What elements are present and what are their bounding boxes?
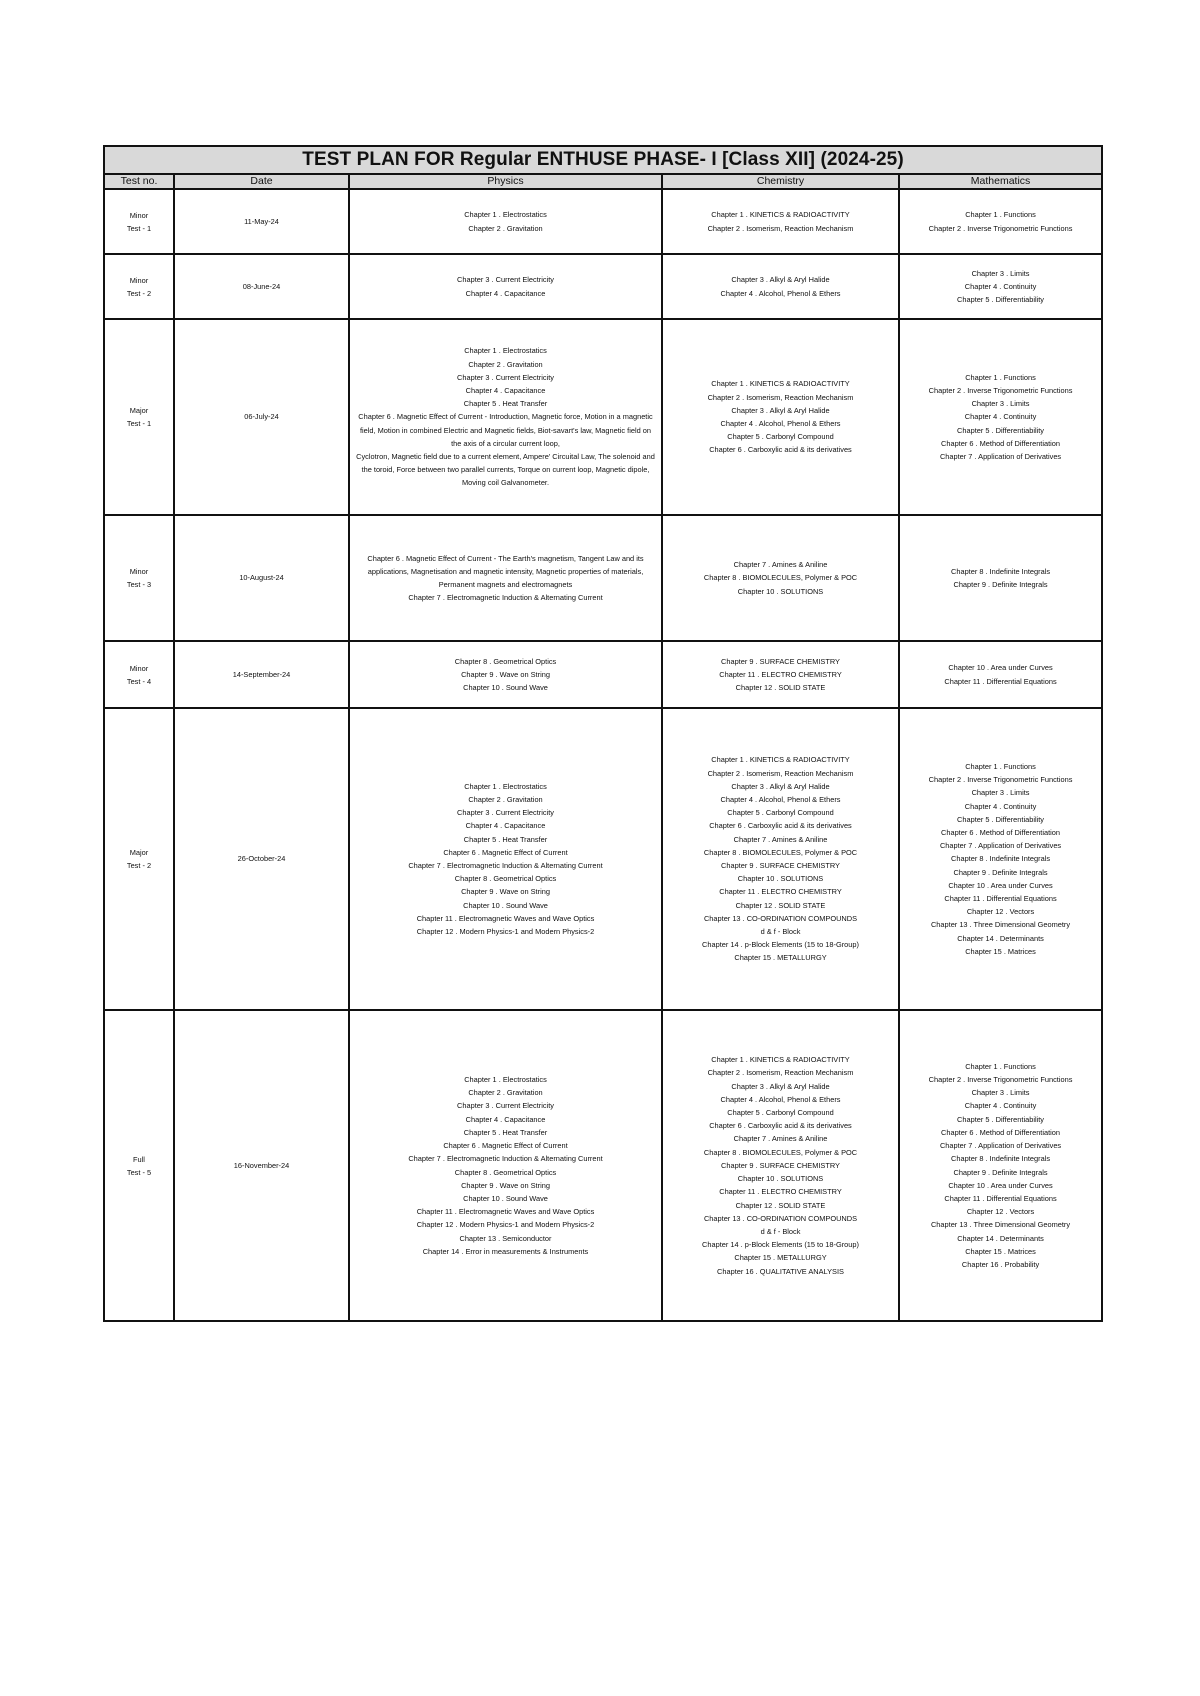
mathematics-cell-line: Chapter 14 . Determinants bbox=[957, 933, 1044, 943]
test-no-cell-line: Full bbox=[133, 1154, 145, 1164]
physics-cell-line: Chapter 7 . Electromagnetic Induction & Alternating Current bbox=[408, 593, 603, 603]
chemistry-cell-line: Chapter 12 . SOLID STATE bbox=[735, 900, 826, 910]
mathematics-cell-line: Chapter 11 . Differential Equations bbox=[944, 1193, 1057, 1203]
table-row bbox=[104, 254, 1102, 319]
physics-cell-line: Chapter 2 . Gravitation bbox=[468, 223, 543, 233]
test-no-cell-line: Test - 2 bbox=[126, 861, 152, 870]
mathematics-cell-line: Chapter 4 . Continuity bbox=[964, 281, 1037, 291]
mathematics-cell-line: Chapter 1 . Functions bbox=[965, 1061, 1036, 1071]
date-cell: 06-July-24 bbox=[174, 319, 349, 515]
mathematics-cell-line: Chapter 7 . Application of Derivatives bbox=[939, 1141, 1062, 1151]
chemistry-cell-line: Chapter 5 . Carbonyl Compound bbox=[727, 808, 834, 818]
physics-cell-line: Chapter 3 . Current Electricity bbox=[457, 1101, 554, 1111]
mathematics-cell-line: Chapter 14 . Determinants bbox=[957, 1233, 1044, 1243]
table-row bbox=[104, 708, 1102, 1010]
physics-cell-line: Chapter 10 . Sound Wave bbox=[463, 1193, 548, 1203]
mathematics-cell-line: Chapter 7 . Application of Derivatives bbox=[939, 452, 1062, 461]
physics-cell-line: Chapter 9 . Wave on String bbox=[461, 669, 550, 679]
physics-cell-line: Chapter 11 . Electromagnetic Waves and Wave Optics bbox=[416, 913, 595, 923]
mathematics-cell-line: Chapter 5 . Differentiability bbox=[957, 425, 1044, 435]
chemistry-cell-line: Chapter 4 . Alcohol, Phenol & Ethers bbox=[720, 794, 841, 804]
mathematics-cell-line: Chapter 3 . Limits bbox=[971, 268, 1030, 278]
column-header-test-no: Test no. bbox=[104, 174, 174, 189]
physics-cell-line: Chapter 1 . Electrostatics bbox=[464, 346, 547, 356]
mathematics-cell-line: Chapter 12 . Vectors bbox=[966, 907, 1035, 917]
chemistry-cell-line: Chapter 4 . Alcohol, Phenol & Ethers bbox=[720, 1094, 841, 1104]
mathematics-cell-line: Chapter 11 . Differential Equations bbox=[944, 676, 1057, 686]
mathematics-cell bbox=[899, 189, 1102, 254]
test-no-cell bbox=[104, 254, 174, 319]
chemistry-cell-line: Chapter 8 . BIOMOLECULES, Polymer & POC bbox=[703, 573, 858, 583]
chemistry-cell-line: Chapter 14 . p-Block Elements (15 to 18-Group) bbox=[702, 940, 859, 950]
mathematics-cell-line: Chapter 11 . Differential Equations bbox=[944, 894, 1057, 903]
physics-cell-line: Chapter 12 . Modern Physics-1 and Modern Physics-2 bbox=[416, 1220, 595, 1230]
table-row bbox=[104, 189, 1102, 254]
chemistry-cell-line: Chapter 2 . Isomerism, Reaction Mechanism bbox=[707, 392, 854, 402]
test-no-cell-line: Test - 1 bbox=[126, 223, 152, 233]
physics-cell-line: Chapter 6 . Magnetic Effect of Current bbox=[443, 847, 568, 857]
physics-cell-line: Chapter 6 . Magnetic Effect of Current - Introduction, Magnetic force, Motion in a magnetic field, Motion in combined Electric and Magnetic fields, Biot-savart's law, Magnetic field on the axis of a circular current loop, bbox=[358, 412, 653, 448]
mathematics-cell-line: Chapter 6 . Method of Differentiation bbox=[941, 1127, 1061, 1137]
chemistry-cell-line: Chapter 1 . KINETICS & RADIOACTIVITY bbox=[711, 755, 850, 765]
physics-cell-line: Chapter 3 . Current Electricity bbox=[457, 808, 554, 818]
chemistry-cell bbox=[662, 708, 899, 1010]
mathematics-cell-line: Chapter 1 . Functions bbox=[965, 372, 1036, 382]
chemistry-cell bbox=[662, 1010, 899, 1321]
mathematics-cell bbox=[899, 515, 1102, 641]
mathematics-cell-line: Chapter 2 . Inverse Trigonometric Functions bbox=[928, 223, 1073, 233]
test-no-cell-line: Minor bbox=[129, 567, 149, 576]
date-cell: 16-November-24 bbox=[174, 1010, 349, 1321]
date-cell: 14-September-24 bbox=[174, 641, 349, 708]
physics-cell-line: Chapter 4 . Capacitance bbox=[465, 288, 546, 298]
column-header-chemistry: Chemistry bbox=[662, 174, 899, 189]
mathematics-cell-line: Chapter 10 . Area under Curves bbox=[948, 663, 1053, 673]
mathematics-cell-line: Chapter 5 . Differentiability bbox=[957, 814, 1044, 824]
chemistry-cell-line: Chapter 6 . Carboxylic acid & its derivatives bbox=[709, 445, 852, 455]
chemistry-cell-line: Chapter 13 . CO-ORDINATION COMPOUNDS bbox=[703, 913, 858, 923]
mathematics-cell-line: Chapter 8 . Indefinite Integrals bbox=[951, 854, 1051, 864]
chemistry-cell-line: Chapter 14 . p-Block Elements (15 to 18-Group) bbox=[702, 1240, 859, 1250]
column-header-mathematics: Mathematics bbox=[899, 174, 1102, 189]
physics-cell-line: Cyclotron, Magnetic field due to a current element, Ampere' Circuital Law, The solenoid and the toroid, Force between two parallel currents, Torque on current loop, Magnetic dipole, Moving coil Galvanometer. bbox=[356, 452, 655, 488]
mathematics-cell-line: Chapter 9 . Definite Integrals bbox=[953, 867, 1048, 877]
mathematics-cell bbox=[899, 708, 1102, 1010]
physics-cell-line: Chapter 10 . Sound Wave bbox=[463, 683, 548, 693]
physics-cell-line: Chapter 8 . Geometrical Optics bbox=[454, 656, 557, 666]
chemistry-cell-line: Chapter 3 . Alkyl & Aryl Halide bbox=[731, 405, 830, 415]
date-cell: 08-June-24 bbox=[174, 254, 349, 319]
test-no-cell bbox=[104, 319, 174, 515]
physics-cell-line: Chapter 4 . Capacitance bbox=[465, 385, 546, 395]
physics-cell-line: Chapter 12 . Modern Physics-1 and Modern Physics-2 bbox=[416, 927, 595, 937]
physics-cell-line: Chapter 9 . Wave on String bbox=[461, 887, 550, 897]
test-no-cell-line: Minor bbox=[129, 663, 149, 673]
physics-cell-line: Chapter 1 . Electrostatics bbox=[464, 1075, 547, 1085]
chemistry-cell-line: Chapter 13 . CO-ORDINATION COMPOUNDS bbox=[703, 1213, 858, 1223]
physics-cell bbox=[349, 1010, 662, 1321]
chemistry-cell-line: Chapter 2 . Isomerism, Reaction Mechanism bbox=[707, 1068, 854, 1078]
chemistry-cell-line: Chapter 12 . SOLID STATE bbox=[735, 683, 826, 693]
chemistry-cell bbox=[662, 189, 899, 254]
test-plan-table bbox=[103, 145, 1103, 1322]
chemistry-cell-line: Chapter 11 . ELECTRO CHEMISTRY bbox=[719, 669, 842, 679]
chemistry-cell-line: Chapter 1 . KINETICS & RADIOACTIVITY bbox=[711, 1055, 850, 1065]
chemistry-cell-line: Chapter 15 . METALLURGY bbox=[734, 953, 827, 963]
table-row bbox=[104, 1010, 1102, 1321]
chemistry-cell bbox=[662, 319, 899, 515]
physics-cell-line: Chapter 1 . Electrostatics bbox=[464, 781, 547, 791]
chemistry-cell-line: Chapter 15 . METALLURGY bbox=[734, 1253, 827, 1263]
chemistry-cell-line: Chapter 5 . Carbonyl Compound bbox=[727, 432, 834, 442]
test-no-cell-line: Minor bbox=[129, 210, 149, 220]
mathematics-cell-line: Chapter 9 . Definite Integrals bbox=[953, 580, 1048, 589]
mathematics-cell bbox=[899, 319, 1102, 515]
physics-cell-line: Chapter 4 . Capacitance bbox=[465, 821, 546, 831]
physics-cell-line: Chapter 3 . Current Electricity bbox=[457, 372, 554, 382]
chemistry-cell bbox=[662, 641, 899, 708]
physics-cell-line: Chapter 5 . Heat Transfer bbox=[463, 834, 548, 844]
physics-cell-line: Chapter 3 . Current Electricity bbox=[457, 275, 554, 285]
physics-cell-line: Chapter 2 . Gravitation bbox=[468, 1088, 543, 1098]
header-row bbox=[104, 174, 1102, 189]
physics-cell bbox=[349, 708, 662, 1010]
table-row bbox=[104, 641, 1102, 708]
chemistry-cell-line: Chapter 7 . Amines & Aniline bbox=[733, 560, 828, 570]
mathematics-cell-line: Chapter 9 . Definite Integrals bbox=[953, 1167, 1048, 1177]
chemistry-cell-line: Chapter 9 . SURFACE CHEMISTRY bbox=[721, 861, 840, 870]
mathematics-cell-line: Chapter 4 . Continuity bbox=[964, 801, 1037, 811]
mathematics-cell-line: Chapter 8 . Indefinite Integrals bbox=[951, 1154, 1051, 1164]
chemistry-cell-line: Chapter 11 . ELECTRO CHEMISTRY bbox=[719, 1187, 842, 1197]
mathematics-cell-line: Chapter 16 . Probability bbox=[961, 1259, 1040, 1269]
physics-cell-line: Chapter 9 . Wave on String bbox=[461, 1180, 550, 1190]
date-cell: 11-May-24 bbox=[174, 189, 349, 254]
test-no-cell-line: Test - 4 bbox=[126, 676, 152, 686]
chemistry-cell-line: Chapter 3 . Alkyl & Aryl Halide bbox=[731, 781, 830, 791]
chemistry-cell-line: Chapter 3 . Alkyl & Aryl Halide bbox=[731, 1081, 830, 1091]
mathematics-cell bbox=[899, 641, 1102, 708]
test-no-cell bbox=[104, 189, 174, 254]
mathematics-cell-line: Chapter 10 . Area under Curves bbox=[948, 880, 1053, 890]
chemistry-cell-line: Chapter 9 . SURFACE CHEMISTRY bbox=[721, 656, 840, 666]
chemistry-cell-line: Chapter 1 . KINETICS & RADIOACTIVITY bbox=[711, 210, 850, 220]
mathematics-cell-line: Chapter 2 . Inverse Trigonometric Functions bbox=[928, 1075, 1073, 1085]
physics-cell bbox=[349, 189, 662, 254]
physics-cell-line: Chapter 8 . Geometrical Optics bbox=[454, 874, 557, 884]
mathematics-cell-line: Chapter 13 . Three Dimensional Geometry bbox=[930, 920, 1071, 930]
physics-cell-line: Chapter 5 . Heat Transfer bbox=[463, 399, 548, 409]
mathematics-cell-line: Chapter 5 . Differentiability bbox=[957, 295, 1044, 305]
test-no-cell-line: Test - 2 bbox=[126, 288, 152, 298]
test-no-cell bbox=[104, 641, 174, 708]
physics-cell-line: Chapter 5 . Heat Transfer bbox=[463, 1127, 548, 1137]
page-title: TEST PLAN FOR Regular ENTHUSE PHASE- I [Class XII] (2024-25) bbox=[104, 146, 1102, 174]
physics-cell bbox=[349, 515, 662, 641]
physics-cell-line: Chapter 6 . Magnetic Effect of Current - The Earth's magnetism, Tangent Law and its applications, Magnetisation and magnetic intensity, Magnetic properties of materials, Permanent magnets and electromagnets bbox=[367, 553, 644, 589]
title-row bbox=[104, 146, 1102, 174]
mathematics-cell-line: Chapter 8 . Indefinite Integrals bbox=[951, 566, 1051, 576]
mathematics-cell-line: Chapter 15 . Matrices bbox=[965, 946, 1036, 956]
mathematics-cell-line: Chapter 1 . Functions bbox=[965, 210, 1036, 220]
test-no-cell bbox=[104, 1010, 174, 1321]
test-no-cell-line: Major bbox=[129, 406, 149, 415]
chemistry-cell-line: Chapter 10 . SOLUTIONS bbox=[737, 874, 824, 884]
mathematics-cell bbox=[899, 1010, 1102, 1321]
chemistry-cell bbox=[662, 254, 899, 319]
chemistry-cell-line: Chapter 6 . Carboxylic acid & its derivatives bbox=[709, 821, 852, 831]
chemistry-cell-line: Chapter 2 . Isomerism, Reaction Mechanism bbox=[707, 223, 854, 233]
physics-cell-line: Chapter 4 . Capacitance bbox=[465, 1114, 546, 1124]
table-row bbox=[104, 515, 1102, 641]
date-cell: 10-August-24 bbox=[174, 515, 349, 641]
mathematics-cell-line: Chapter 1 . Functions bbox=[965, 761, 1036, 771]
test-no-cell bbox=[104, 515, 174, 641]
chemistry-cell-line: Chapter 4 . Alcohol, Phenol & Ethers bbox=[720, 419, 841, 428]
chemistry-cell-line: Chapter 10 . SOLUTIONS bbox=[737, 1174, 824, 1184]
mathematics-cell-line: Chapter 15 . Matrices bbox=[965, 1246, 1036, 1256]
physics-cell-line: Chapter 13 . Semiconductor bbox=[459, 1233, 552, 1243]
chemistry-cell-line: d & f - Block bbox=[760, 927, 801, 937]
test-no-cell-line: Major bbox=[129, 848, 149, 857]
physics-cell-line: Chapter 10 . Sound Wave bbox=[463, 900, 548, 910]
chemistry-cell-line: Chapter 8 . BIOMOLECULES, Polymer & POC bbox=[703, 1147, 858, 1157]
physics-cell-line: Chapter 2 . Gravitation bbox=[468, 359, 543, 369]
mathematics-cell bbox=[899, 254, 1102, 319]
date-cell: 26-October-24 bbox=[174, 708, 349, 1010]
mathematics-cell-line: Chapter 13 . Three Dimensional Geometry bbox=[930, 1220, 1071, 1230]
test-no-cell-line: Test - 1 bbox=[126, 419, 152, 428]
physics-cell-line: Chapter 7 . Electromagnetic Induction & Alternating Current bbox=[408, 1154, 603, 1164]
test-no-cell-line: Test - 3 bbox=[126, 580, 152, 589]
mathematics-cell-line: Chapter 12 . Vectors bbox=[966, 1207, 1035, 1217]
physics-cell-line: Chapter 2 . Gravitation bbox=[468, 794, 543, 804]
mathematics-cell-line: Chapter 2 . Inverse Trigonometric Functions bbox=[928, 775, 1073, 785]
chemistry-cell-line: Chapter 8 . BIOMOLECULES, Polymer & POC bbox=[703, 847, 858, 857]
mathematics-cell-line: Chapter 4 . Continuity bbox=[964, 412, 1037, 422]
chemistry-cell-line: Chapter 3 . Alkyl & Aryl Halide bbox=[731, 275, 830, 285]
chemistry-cell-line: Chapter 16 . QUALITATIVE ANALYSIS bbox=[717, 1266, 844, 1276]
chemistry-cell-line: Chapter 7 . Amines & Aniline bbox=[733, 1134, 828, 1144]
chemistry-cell-line: Chapter 11 . ELECTRO CHEMISTRY bbox=[719, 887, 842, 897]
physics-cell bbox=[349, 254, 662, 319]
mathematics-cell-line: Chapter 2 . Inverse Trigonometric Functions bbox=[928, 385, 1073, 395]
physics-cell-line: Chapter 8 . Geometrical Optics bbox=[454, 1167, 557, 1177]
physics-cell-line: Chapter 11 . Electromagnetic Waves and Wave Optics bbox=[416, 1207, 595, 1217]
column-header-date: Date bbox=[174, 174, 349, 189]
chemistry-cell-line: Chapter 6 . Carboxylic acid & its derivatives bbox=[709, 1121, 852, 1131]
mathematics-cell-line: Chapter 3 . Limits bbox=[971, 1088, 1030, 1098]
mathematics-cell-line: Chapter 3 . Limits bbox=[971, 399, 1030, 409]
physics-cell bbox=[349, 319, 662, 515]
test-no-cell-line: Test - 5 bbox=[126, 1167, 152, 1177]
physics-cell-line: Chapter 1 . Electrostatics bbox=[464, 210, 547, 220]
physics-cell bbox=[349, 641, 662, 708]
mathematics-cell-line: Chapter 4 . Continuity bbox=[964, 1101, 1037, 1111]
mathematics-cell-line: Chapter 3 . Limits bbox=[971, 788, 1030, 798]
chemistry-cell-line: Chapter 12 . SOLID STATE bbox=[735, 1200, 826, 1210]
chemistry-cell bbox=[662, 515, 899, 641]
mathematics-cell-line: Chapter 7 . Application of Derivatives bbox=[939, 841, 1062, 851]
chemistry-cell-line: Chapter 7 . Amines & Aniline bbox=[733, 834, 828, 844]
mathematics-cell-line: Chapter 5 . Differentiability bbox=[957, 1114, 1044, 1124]
mathematics-cell-line: Chapter 6 . Method of Differentiation bbox=[941, 438, 1061, 448]
physics-cell-line: Chapter 7 . Electromagnetic Induction & Alternating Current bbox=[408, 861, 603, 870]
physics-cell-line: Chapter 6 . Magnetic Effect of Current bbox=[443, 1141, 568, 1151]
table-row bbox=[104, 319, 1102, 515]
physics-cell-line: Chapter 14 . Error in measurements & Instruments bbox=[422, 1246, 589, 1256]
chemistry-cell-line: Chapter 1 . KINETICS & RADIOACTIVITY bbox=[711, 379, 850, 389]
chemistry-cell-line: Chapter 2 . Isomerism, Reaction Mechanism bbox=[707, 768, 854, 778]
chemistry-cell-line: d & f - Block bbox=[760, 1226, 801, 1236]
test-no-cell-line: Minor bbox=[129, 275, 149, 285]
mathematics-cell-line: Chapter 6 . Method of Differentiation bbox=[941, 827, 1061, 837]
chemistry-cell-line: Chapter 9 . SURFACE CHEMISTRY bbox=[721, 1160, 840, 1170]
column-header-physics: Physics bbox=[349, 174, 662, 189]
chemistry-cell-line: Chapter 5 . Carbonyl Compound bbox=[727, 1108, 834, 1118]
chemistry-cell-line: Chapter 4 . Alcohol, Phenol & Ethers bbox=[720, 288, 841, 298]
test-no-cell bbox=[104, 708, 174, 1010]
chemistry-cell-line: Chapter 10 . SOLUTIONS bbox=[737, 586, 824, 596]
mathematics-cell-line: Chapter 10 . Area under Curves bbox=[948, 1180, 1053, 1190]
